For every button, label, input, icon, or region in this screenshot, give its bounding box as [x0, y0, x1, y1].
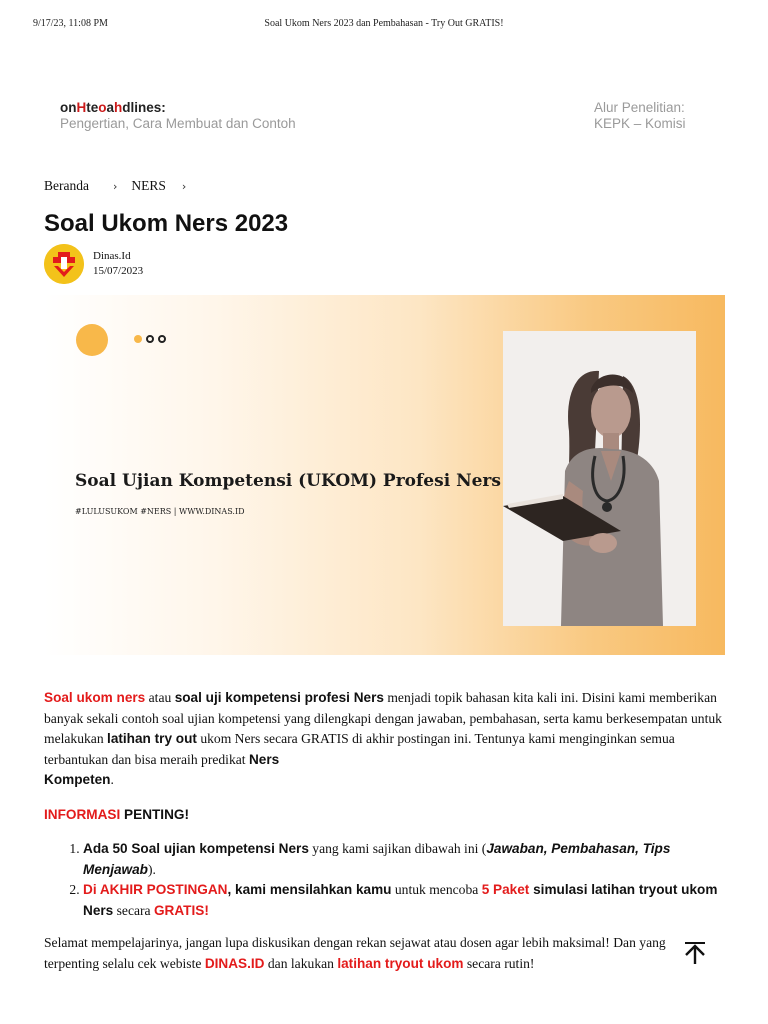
info-list — [83, 839, 724, 921]
breadcrumb-category[interactable]: NERS — [131, 178, 166, 193]
chevron-right-icon: › — [112, 179, 118, 193]
hero-banner — [44, 295, 725, 655]
print-title: Soal Ukom Ners 2023 dan Pembahasan - Try Out GRATIS! — [264, 18, 504, 29]
decor-dots — [134, 335, 166, 343]
author-name[interactable]: Dinas.Id — [93, 250, 131, 262]
page-title: Soal Ukom Ners 2023 — [44, 210, 289, 237]
list-item: 2. Di AKHIR POSTINGAN, kami mensilahkan kamu untuk mencoba 5 Paket simulasi latihan tryout ukom Ners secara GRATIS! — [83, 880, 724, 921]
site-link[interactable]: DINAS.ID — [204, 955, 265, 971]
nurse-logo-icon[interactable] — [44, 244, 84, 284]
ticker-headline-left[interactable]: Pengertian, Cara Membuat dan Contoh — [60, 116, 296, 131]
decor-circle — [76, 324, 108, 356]
print-date: 9/17/23, 11:08 PM — [33, 18, 108, 29]
author-block — [44, 244, 143, 284]
breadcrumb — [44, 178, 186, 194]
article-body — [44, 688, 724, 988]
print-header — [0, 0, 768, 40]
ticker-headline-right[interactable]: Alur Penelitian: KEPK – Komisi — [594, 100, 686, 131]
keyword-link[interactable]: Soal ukom ners — [44, 690, 146, 705]
chevron-right-icon: › — [181, 179, 187, 193]
closing-paragraph: Selamat mempelajarinya, jangan lupa diskusikan dengan rekan sejawat atau dosen agar lebih maksimal! Dan yang terpenting selalu cek webiste DINAS.ID dan lakukan latihan tryout ukom secara rutin! — [44, 935, 666, 971]
info-heading: INFORMASI PENTING! — [44, 806, 190, 822]
breadcrumb-home[interactable]: Beranda — [44, 178, 89, 193]
tryout-link[interactable]: latihan tryout ukom — [337, 955, 464, 971]
post-date: 15/07/2023 — [93, 265, 144, 277]
nurse-photo — [503, 331, 696, 626]
arrow-up-icon[interactable] — [682, 940, 708, 966]
ticker-label: onHteoahdlines: — [60, 100, 166, 115]
hero-tags: #LULUSUKOM #NERS | WWW.DINAS.ID — [75, 507, 245, 516]
hero-heading: Soal Ujian Kompetensi (UKOM) Profesi Ners — [75, 471, 501, 491]
intro-paragraph: Soal ukom ners atau soal uji kompetensi profesi Ners menjadi topik bahasan kita kali ini. Disini kami memberikan banyak sekali contoh soal ujian kompetensi yang dilengkapi dengan jawaban, pembahasan, serta kamu berkesempatan untuk melakukan latihan try out ukom Ners secara GRATIS di akhir postingan ini. Tentunya kami menginginkan semua terbantukan dan bisa meraih predikat Ners Kompeten. — [44, 690, 722, 787]
ticker-left[interactable] — [60, 100, 296, 132]
list-item: 1. Ada 50 Soal ujian kompetensi Ners yang kami sajikan dibawah ini (Jawaban, Pembahasan, Tips Menjawab). — [83, 839, 724, 880]
